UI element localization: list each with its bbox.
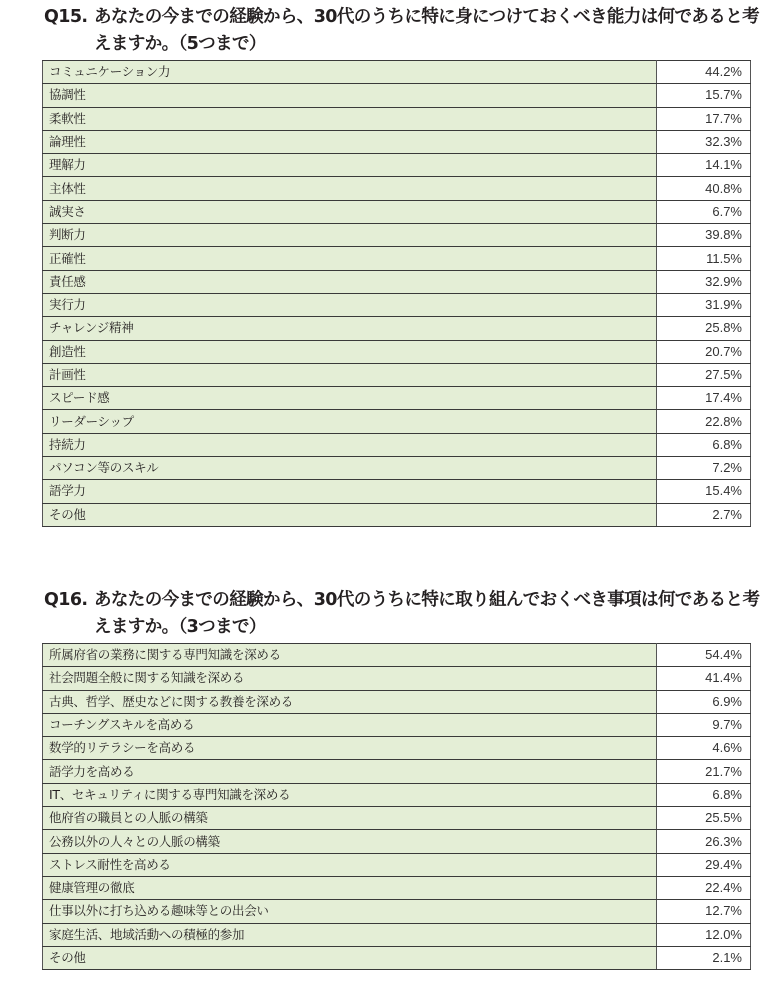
row-label: チャレンジ精神 <box>43 317 657 340</box>
table-row <box>43 923 751 946</box>
table-row <box>43 457 751 480</box>
table-row <box>43 737 751 760</box>
table-row <box>43 387 751 410</box>
row-label: 誠実さ <box>43 200 657 223</box>
row-value: 25.8% <box>657 317 751 340</box>
table-row <box>43 270 751 293</box>
row-label: 家庭生活、地域活動への積極的参加 <box>43 923 657 946</box>
row-value: 40.8% <box>657 177 751 200</box>
row-label: 正確性 <box>43 247 657 270</box>
table-row <box>43 480 751 503</box>
row-value: 6.7% <box>657 200 751 223</box>
row-label: 所属府省の業務に関する専門知識を深める <box>43 644 657 667</box>
table-row <box>43 807 751 830</box>
row-label: 社会問題全般に関する知識を深める <box>43 667 657 690</box>
row-label: 実行力 <box>43 293 657 316</box>
row-label: 語学力を高める <box>43 760 657 783</box>
row-label: 判断力 <box>43 224 657 247</box>
row-value: 15.7% <box>657 84 751 107</box>
row-value: 20.7% <box>657 340 751 363</box>
row-value: 2.1% <box>657 946 751 969</box>
row-value: 6.8% <box>657 783 751 806</box>
row-value: 29.4% <box>657 853 751 876</box>
row-value: 22.8% <box>657 410 751 433</box>
row-label: コーチングスキルを高める <box>43 713 657 736</box>
table-row <box>43 317 751 340</box>
row-value: 17.7% <box>657 107 751 130</box>
question-text-line2: えますか。（5つまで） <box>94 34 266 54</box>
row-label: 論理性 <box>43 130 657 153</box>
row-label: コミュニケーション力 <box>43 61 657 84</box>
row-label: ストレス耐性を高める <box>43 853 657 876</box>
table-row <box>43 340 751 363</box>
table-row <box>43 783 751 806</box>
row-value: 39.8% <box>657 224 751 247</box>
row-value: 27.5% <box>657 363 751 386</box>
row-value: 32.3% <box>657 130 751 153</box>
row-value: 7.2% <box>657 457 751 480</box>
table-row <box>43 876 751 899</box>
row-label: スピード感 <box>43 387 657 410</box>
row-value: 41.4% <box>657 667 751 690</box>
question-text-line2: えますか。（3つまで） <box>94 617 266 637</box>
row-label: 協調性 <box>43 84 657 107</box>
row-value: 6.8% <box>657 433 751 456</box>
table-row <box>43 84 751 107</box>
table-row <box>43 363 751 386</box>
table-row <box>43 293 751 316</box>
row-value: 26.3% <box>657 830 751 853</box>
row-value: 25.5% <box>657 807 751 830</box>
row-label: IT、セキュリティに関する専門知識を深める <box>43 783 657 806</box>
results-table-q16 <box>42 643 751 970</box>
table-row <box>43 107 751 130</box>
table-row <box>43 200 751 223</box>
table-row <box>43 433 751 456</box>
row-value: 14.1% <box>657 154 751 177</box>
table-row <box>43 410 751 433</box>
question-text-line1: あなたの今までの経験から、30代のうちに特に取り組んでおくべき事項は何であると考 <box>94 590 760 610</box>
table-row <box>43 667 751 690</box>
row-label: 数学的リテラシーを高める <box>43 737 657 760</box>
row-value: 12.0% <box>657 923 751 946</box>
row-label: 主体性 <box>43 177 657 200</box>
row-value: 44.2% <box>657 61 751 84</box>
question-number: Q16. <box>44 590 88 610</box>
table-row <box>43 61 751 84</box>
question-number: Q15. <box>44 7 88 27</box>
row-value: 12.7% <box>657 900 751 923</box>
row-label: その他 <box>43 946 657 969</box>
row-label: 創造性 <box>43 340 657 363</box>
table-row <box>43 154 751 177</box>
table-row <box>43 713 751 736</box>
row-value: 9.7% <box>657 713 751 736</box>
row-label: 古典、哲学、歴史などに関する教養を深める <box>43 690 657 713</box>
row-label: その他 <box>43 503 657 526</box>
row-value: 54.4% <box>657 644 751 667</box>
row-label: リーダーシップ <box>43 410 657 433</box>
question-title-q15 <box>44 4 760 58</box>
table-row <box>43 946 751 969</box>
row-label: 持続力 <box>43 433 657 456</box>
question-title-q16 <box>44 587 760 641</box>
table-row <box>43 130 751 153</box>
table-row <box>43 644 751 667</box>
table-row <box>43 247 751 270</box>
row-value: 6.9% <box>657 690 751 713</box>
row-value: 11.5% <box>657 247 751 270</box>
table-row <box>43 503 751 526</box>
row-value: 4.6% <box>657 737 751 760</box>
row-label: 健康管理の徹底 <box>43 876 657 899</box>
table-row <box>43 760 751 783</box>
results-table-body <box>43 644 751 970</box>
row-value: 32.9% <box>657 270 751 293</box>
table-row <box>43 177 751 200</box>
table-row <box>43 690 751 713</box>
results-table-q15 <box>42 60 751 527</box>
row-label: 理解力 <box>43 154 657 177</box>
table-row <box>43 900 751 923</box>
row-label: 公務以外の人々との人脈の構築 <box>43 830 657 853</box>
row-value: 31.9% <box>657 293 751 316</box>
row-label: 計画性 <box>43 363 657 386</box>
table-row <box>43 224 751 247</box>
row-label: 語学力 <box>43 480 657 503</box>
table-row <box>43 853 751 876</box>
row-value: 17.4% <box>657 387 751 410</box>
row-label: 柔軟性 <box>43 107 657 130</box>
question-text-line1: あなたの今までの経験から、30代のうちに特に身につけておくべき能力は何であると考 <box>94 7 760 27</box>
row-label: 仕事以外に打ち込める趣味等との出会い <box>43 900 657 923</box>
row-value: 15.4% <box>657 480 751 503</box>
row-value: 2.7% <box>657 503 751 526</box>
row-label: パソコン等のスキル <box>43 457 657 480</box>
row-label: 他府省の職員との人脈の構築 <box>43 807 657 830</box>
row-value: 22.4% <box>657 876 751 899</box>
results-table-body <box>43 61 751 527</box>
row-label: 責任感 <box>43 270 657 293</box>
row-value: 21.7% <box>657 760 751 783</box>
table-row <box>43 830 751 853</box>
